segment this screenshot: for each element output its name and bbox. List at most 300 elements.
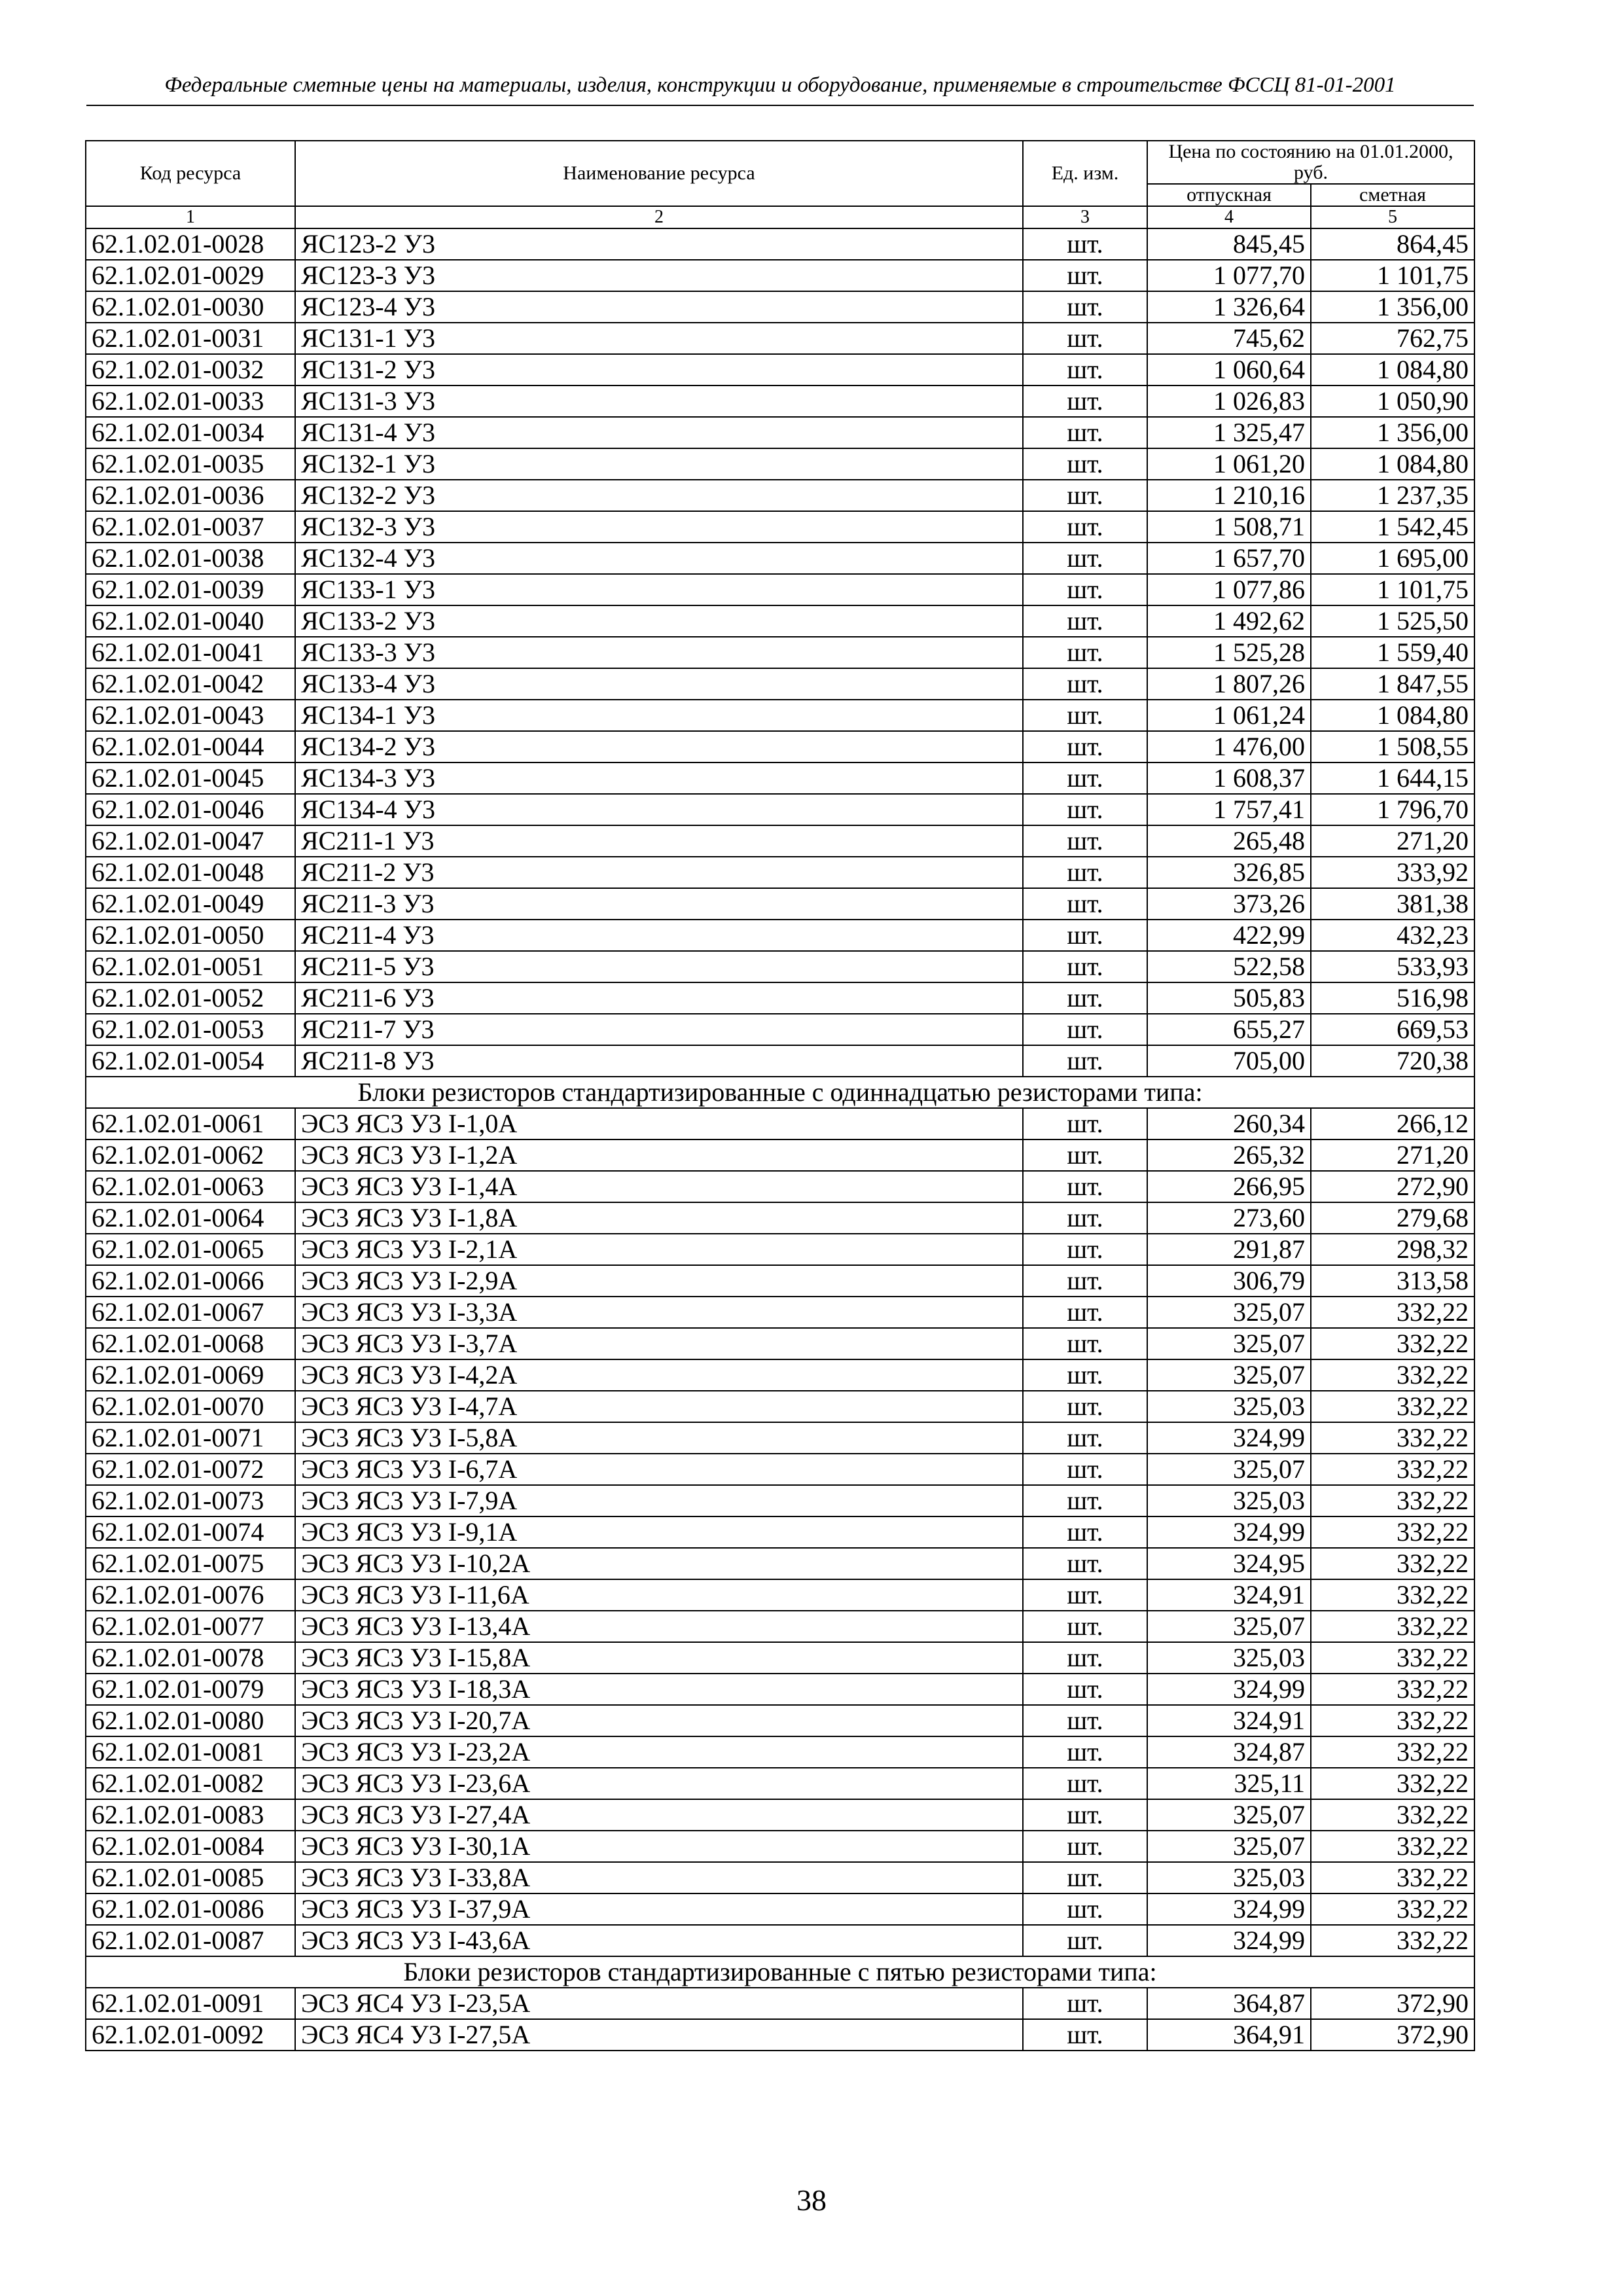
cell-release-price: 325,03: [1147, 1391, 1311, 1422]
col-header-code: Код ресурса: [86, 141, 295, 206]
cell-release-price: 373,26: [1147, 888, 1311, 920]
cell-release-price: 325,07: [1147, 1799, 1311, 1831]
cell-release-price: 325,07: [1147, 1831, 1311, 1862]
cell-estimate-price: 332,22: [1311, 1674, 1474, 1705]
cell-code: 62.1.02.01-0080: [86, 1705, 295, 1736]
table-row: [86, 857, 1474, 888]
cell-name: ЯС134-4 У3: [295, 794, 1023, 825]
table-row: [86, 543, 1474, 574]
cell-name: ЯС134-3 У3: [295, 762, 1023, 794]
cell-name: ЭС3 ЯС3 У3 I-37,9А: [295, 1893, 1023, 1925]
cell-estimate-price: 516,98: [1311, 982, 1474, 1014]
cell-code: 62.1.02.01-0078: [86, 1642, 295, 1674]
cell-unit: шт.: [1023, 1548, 1147, 1579]
cell-unit: шт.: [1023, 951, 1147, 982]
cell-name: ЭС3 ЯС3 У3 I-23,6А: [295, 1768, 1023, 1799]
cell-estimate-price: 332,22: [1311, 1642, 1474, 1674]
cell-code: 62.1.02.01-0076: [86, 1579, 295, 1611]
cell-unit: шт.: [1023, 291, 1147, 323]
cell-estimate-price: 332,22: [1311, 1359, 1474, 1391]
cell-code: 62.1.02.01-0028: [86, 228, 295, 260]
cell-name: ЯС211-8 У3: [295, 1045, 1023, 1077]
cell-estimate-price: 332,22: [1311, 1799, 1474, 1831]
cell-release-price: 1 657,70: [1147, 543, 1311, 574]
table-row: [86, 1893, 1474, 1925]
table-row: [86, 637, 1474, 668]
cell-estimate-price: 1 084,80: [1311, 700, 1474, 731]
cell-unit: шт.: [1023, 511, 1147, 543]
table-row: [86, 1705, 1474, 1736]
cell-release-price: 1 807,26: [1147, 668, 1311, 700]
cell-name: ЭС3 ЯС3 У3 I-11,6А: [295, 1579, 1023, 1611]
table-row: [86, 1862, 1474, 1893]
cell-release-price: 745,62: [1147, 323, 1311, 354]
cell-release-price: 1 326,64: [1147, 291, 1311, 323]
table-row: [86, 1045, 1474, 1077]
cell-code: 62.1.02.01-0039: [86, 574, 295, 605]
cell-unit: шт.: [1023, 888, 1147, 920]
table-row: [86, 825, 1474, 857]
table-row: [86, 228, 1474, 260]
table-row: [86, 574, 1474, 605]
cell-name: ЭС3 ЯС3 У3 I-1,2А: [295, 1139, 1023, 1171]
cell-code: 62.1.02.01-0091: [86, 1988, 295, 2019]
cell-name: ЭС3 ЯС3 У3 I-1,4А: [295, 1171, 1023, 1202]
cell-name: ЯС211-6 У3: [295, 982, 1023, 1014]
cell-release-price: 325,07: [1147, 1328, 1311, 1359]
cell-code: 62.1.02.01-0063: [86, 1171, 295, 1202]
table-row: [86, 511, 1474, 543]
table-row: [86, 386, 1474, 417]
cell-release-price: 1 210,16: [1147, 480, 1311, 511]
cell-estimate-price: 372,90: [1311, 1988, 1474, 2019]
table-row: [86, 700, 1474, 731]
cell-name: ЭС3 ЯС3 У3 I-5,8А: [295, 1422, 1023, 1454]
table-row: [86, 1234, 1474, 1265]
table-row: [86, 1579, 1474, 1611]
cell-name: ЯС134-2 У3: [295, 731, 1023, 762]
cell-estimate-price: 272,90: [1311, 1171, 1474, 1202]
table-row: [86, 354, 1474, 386]
cell-code: 62.1.02.01-0083: [86, 1799, 295, 1831]
cell-code: 62.1.02.01-0092: [86, 2019, 295, 2051]
cell-name: ЯС133-3 У3: [295, 637, 1023, 668]
cell-name: ЭС3 ЯС3 У3 I-20,7А: [295, 1705, 1023, 1736]
cell-release-price: 1 757,41: [1147, 794, 1311, 825]
cell-code: 62.1.02.01-0033: [86, 386, 295, 417]
cell-name: ЯС211-2 У3: [295, 857, 1023, 888]
table-row: [86, 888, 1474, 920]
cell-estimate-price: 332,22: [1311, 1925, 1474, 1956]
cell-unit: шт.: [1023, 448, 1147, 480]
table-row: [86, 1391, 1474, 1422]
cell-name: ЭС3 ЯС4 У3 I-27,5А: [295, 2019, 1023, 2051]
table-body: [86, 228, 1474, 2051]
table-row: [86, 1768, 1474, 1799]
cell-code: 62.1.02.01-0029: [86, 260, 295, 291]
cell-name: ЯС133-2 У3: [295, 605, 1023, 637]
cell-estimate-price: 1 356,00: [1311, 291, 1474, 323]
cell-estimate-price: 1 084,80: [1311, 448, 1474, 480]
cell-unit: шт.: [1023, 1642, 1147, 1674]
cell-name: ЯС211-4 У3: [295, 920, 1023, 951]
table-row: [86, 982, 1474, 1014]
cell-release-price: 1 077,86: [1147, 574, 1311, 605]
cell-code: 62.1.02.01-0038: [86, 543, 295, 574]
table-row: [86, 794, 1474, 825]
cell-estimate-price: 332,22: [1311, 1422, 1474, 1454]
cell-unit: шт.: [1023, 228, 1147, 260]
cell-unit: шт.: [1023, 637, 1147, 668]
cell-name: ЭС3 ЯС3 У3 I-1,8А: [295, 1202, 1023, 1234]
cell-estimate-price: 1 237,35: [1311, 480, 1474, 511]
col-header-estimate: сметная: [1311, 184, 1474, 206]
cell-code: 62.1.02.01-0042: [86, 668, 295, 700]
cell-name: ЯС132-2 У3: [295, 480, 1023, 511]
cell-code: 62.1.02.01-0052: [86, 982, 295, 1014]
cell-name: ЭС3 ЯС3 У3 I-18,3А: [295, 1674, 1023, 1705]
cell-code: 62.1.02.01-0032: [86, 354, 295, 386]
cell-code: 62.1.02.01-0061: [86, 1108, 295, 1139]
cell-estimate-price: 332,22: [1311, 1893, 1474, 1925]
cell-release-price: 306,79: [1147, 1265, 1311, 1297]
cell-code: 62.1.02.01-0053: [86, 1014, 295, 1045]
cell-code: 62.1.02.01-0079: [86, 1674, 295, 1705]
cell-unit: шт.: [1023, 1768, 1147, 1799]
table-row: [86, 1265, 1474, 1297]
cell-estimate-price: 332,22: [1311, 1768, 1474, 1799]
cell-name: ЯС133-4 У3: [295, 668, 1023, 700]
cell-unit: шт.: [1023, 1234, 1147, 1265]
cell-estimate-price: 762,75: [1311, 323, 1474, 354]
cell-unit: шт.: [1023, 1674, 1147, 1705]
cell-unit: шт.: [1023, 668, 1147, 700]
col-number: 5: [1311, 206, 1474, 228]
cell-estimate-price: 1 644,15: [1311, 762, 1474, 794]
cell-name: ЭС3 ЯС3 У3 I-33,8А: [295, 1862, 1023, 1893]
cell-release-price: 1 026,83: [1147, 386, 1311, 417]
cell-release-price: 324,95: [1147, 1548, 1311, 1579]
cell-unit: шт.: [1023, 574, 1147, 605]
table-row: [86, 1736, 1474, 1768]
cell-code: 62.1.02.01-0072: [86, 1454, 295, 1485]
cell-unit: шт.: [1023, 1139, 1147, 1171]
cell-code: 62.1.02.01-0065: [86, 1234, 295, 1265]
cell-code: 62.1.02.01-0084: [86, 1831, 295, 1862]
cell-estimate-price: 1 559,40: [1311, 637, 1474, 668]
cell-unit: шт.: [1023, 1108, 1147, 1139]
cell-name: ЯС123-3 У3: [295, 260, 1023, 291]
cell-unit: шт.: [1023, 543, 1147, 574]
cell-code: 62.1.02.01-0046: [86, 794, 295, 825]
cell-name: ЭС3 ЯС3 У3 I-10,2А: [295, 1548, 1023, 1579]
cell-code: 62.1.02.01-0074: [86, 1516, 295, 1548]
cell-unit: шт.: [1023, 1799, 1147, 1831]
cell-unit: шт.: [1023, 731, 1147, 762]
cell-code: 62.1.02.01-0066: [86, 1265, 295, 1297]
col-number: 2: [295, 206, 1023, 228]
cell-unit: шт.: [1023, 1516, 1147, 1548]
cell-unit: шт.: [1023, 354, 1147, 386]
section-title: Блоки резисторов стандартизированные с одиннадцатью резисторами типа:: [86, 1077, 1474, 1108]
table-row: [86, 1014, 1474, 1045]
table-row: [86, 1297, 1474, 1328]
cell-release-price: 265,48: [1147, 825, 1311, 857]
cell-unit: шт.: [1023, 1422, 1147, 1454]
cell-name: ЭС3 ЯС3 У3 I-1,0А: [295, 1108, 1023, 1139]
cell-unit: шт.: [1023, 260, 1147, 291]
cell-code: 62.1.02.01-0082: [86, 1768, 295, 1799]
cell-code: 62.1.02.01-0064: [86, 1202, 295, 1234]
cell-estimate-price: 332,22: [1311, 1548, 1474, 1579]
cell-release-price: 325,07: [1147, 1359, 1311, 1391]
cell-code: 62.1.02.01-0073: [86, 1485, 295, 1516]
col-header-name: Наименование ресурса: [295, 141, 1023, 206]
cell-estimate-price: 1 695,00: [1311, 543, 1474, 574]
cell-code: 62.1.02.01-0087: [86, 1925, 295, 1956]
table-row: [86, 731, 1474, 762]
cell-unit: шт.: [1023, 386, 1147, 417]
table-row: [86, 1831, 1474, 1862]
cell-unit: шт.: [1023, 857, 1147, 888]
cell-release-price: 324,91: [1147, 1705, 1311, 1736]
cell-unit: шт.: [1023, 1485, 1147, 1516]
cell-code: 62.1.02.01-0067: [86, 1297, 295, 1328]
cell-estimate-price: 864,45: [1311, 228, 1474, 260]
cell-code: 62.1.02.01-0086: [86, 1893, 295, 1925]
cell-unit: шт.: [1023, 825, 1147, 857]
cell-estimate-price: 1 101,75: [1311, 574, 1474, 605]
table-row: [86, 480, 1474, 511]
cell-estimate-price: 332,22: [1311, 1391, 1474, 1422]
table-row: [86, 1202, 1474, 1234]
cell-release-price: 325,11: [1147, 1768, 1311, 1799]
cell-code: 62.1.02.01-0048: [86, 857, 295, 888]
table-row: [86, 1454, 1474, 1485]
cell-unit: шт.: [1023, 417, 1147, 448]
cell-estimate-price: 332,22: [1311, 1736, 1474, 1768]
cell-release-price: 265,32: [1147, 1139, 1311, 1171]
cell-estimate-price: 372,90: [1311, 2019, 1474, 2051]
cell-name: ЯС211-7 У3: [295, 1014, 1023, 1045]
cell-release-price: 655,27: [1147, 1014, 1311, 1045]
cell-release-price: 325,03: [1147, 1642, 1311, 1674]
cell-estimate-price: 533,93: [1311, 951, 1474, 982]
cell-release-price: 364,91: [1147, 2019, 1311, 2051]
cell-code: 62.1.02.01-0047: [86, 825, 295, 857]
cell-unit: шт.: [1023, 1831, 1147, 1862]
cell-unit: шт.: [1023, 794, 1147, 825]
cell-estimate-price: 720,38: [1311, 1045, 1474, 1077]
cell-name: ЭС3 ЯС3 У3 I-13,4А: [295, 1611, 1023, 1642]
cell-name: ЯС132-3 У3: [295, 511, 1023, 543]
cell-name: ЯС211-3 У3: [295, 888, 1023, 920]
col-header-release: отпускная: [1147, 184, 1311, 206]
cell-release-price: 326,85: [1147, 857, 1311, 888]
page-header: Федеральные сметные цены на материалы, изделия, конструкции и оборудование, применяемые в строительстве ФССЦ 81-01-2001: [164, 73, 1396, 97]
cell-release-price: 324,87: [1147, 1736, 1311, 1768]
cell-estimate-price: 669,53: [1311, 1014, 1474, 1045]
cell-estimate-price: 313,58: [1311, 1265, 1474, 1297]
cell-estimate-price: 279,68: [1311, 1202, 1474, 1234]
cell-name: ЯС131-4 У3: [295, 417, 1023, 448]
cell-estimate-price: 1 356,00: [1311, 417, 1474, 448]
cell-release-price: 266,95: [1147, 1171, 1311, 1202]
cell-release-price: 845,45: [1147, 228, 1311, 260]
cell-name: ЭС3 ЯС4 У3 I-23,5А: [295, 1988, 1023, 2019]
cell-name: ЭС3 ЯС3 У3 I-7,9А: [295, 1485, 1023, 1516]
cell-unit: шт.: [1023, 700, 1147, 731]
cell-name: ЭС3 ЯС3 У3 I-9,1А: [295, 1516, 1023, 1548]
cell-release-price: 1 508,71: [1147, 511, 1311, 543]
cell-unit: шт.: [1023, 1359, 1147, 1391]
cell-name: ЭС3 ЯС3 У3 I-4,2А: [295, 1359, 1023, 1391]
cell-estimate-price: 271,20: [1311, 1139, 1474, 1171]
cell-code: 62.1.02.01-0040: [86, 605, 295, 637]
header-rule: [86, 105, 1474, 106]
cell-release-price: 1 476,00: [1147, 731, 1311, 762]
cell-unit: шт.: [1023, 480, 1147, 511]
cell-name: ЭС3 ЯС3 У3 I-27,4А: [295, 1799, 1023, 1831]
cell-code: 62.1.02.01-0034: [86, 417, 295, 448]
cell-code: 62.1.02.01-0085: [86, 1862, 295, 1893]
cell-code: 62.1.02.01-0030: [86, 291, 295, 323]
cell-name: ЭС3 ЯС3 У3 I-2,9А: [295, 1265, 1023, 1297]
cell-release-price: 1 492,62: [1147, 605, 1311, 637]
table-row: [86, 1988, 1474, 2019]
cell-name: ЯС211-5 У3: [295, 951, 1023, 982]
cell-name: ЭС3 ЯС3 У3 I-6,7А: [295, 1454, 1023, 1485]
cell-estimate-price: 1 542,45: [1311, 511, 1474, 543]
cell-code: 62.1.02.01-0045: [86, 762, 295, 794]
cell-release-price: 325,07: [1147, 1611, 1311, 1642]
table-row: [86, 1642, 1474, 1674]
cell-unit: шт.: [1023, 605, 1147, 637]
cell-estimate-price: 1 508,55: [1311, 731, 1474, 762]
cell-name: ЭС3 ЯС3 У3 I-3,3А: [295, 1297, 1023, 1328]
cell-code: 62.1.02.01-0031: [86, 323, 295, 354]
cell-code: 62.1.02.01-0069: [86, 1359, 295, 1391]
cell-code: 62.1.02.01-0041: [86, 637, 295, 668]
cell-unit: шт.: [1023, 1265, 1147, 1297]
cell-estimate-price: 332,22: [1311, 1454, 1474, 1485]
cell-code: 62.1.02.01-0054: [86, 1045, 295, 1077]
cell-code: 62.1.02.01-0062: [86, 1139, 295, 1171]
cell-estimate-price: 1 084,80: [1311, 354, 1474, 386]
cell-release-price: 325,07: [1147, 1297, 1311, 1328]
table-row: [86, 1108, 1474, 1139]
cell-name: ЭС3 ЯС3 У3 I-2,1А: [295, 1234, 1023, 1265]
page-number: 38: [796, 2183, 827, 2217]
cell-release-price: 1 060,64: [1147, 354, 1311, 386]
cell-name: ЯС132-1 У3: [295, 448, 1023, 480]
section-row: [86, 1077, 1474, 1108]
cell-name: ЯС131-3 У3: [295, 386, 1023, 417]
cell-unit: шт.: [1023, 1202, 1147, 1234]
cell-estimate-price: 432,23: [1311, 920, 1474, 951]
cell-estimate-price: 332,22: [1311, 1611, 1474, 1642]
table-row: [86, 605, 1474, 637]
table-row: [86, 762, 1474, 794]
table-row: [86, 1359, 1474, 1391]
cell-unit: шт.: [1023, 1893, 1147, 1925]
table-row: [86, 1422, 1474, 1454]
cell-name: ЭС3 ЯС3 У3 I-3,7А: [295, 1328, 1023, 1359]
cell-name: ЯС123-2 У3: [295, 228, 1023, 260]
cell-unit: шт.: [1023, 1579, 1147, 1611]
table-row: [86, 1548, 1474, 1579]
cell-estimate-price: 1 101,75: [1311, 260, 1474, 291]
table-row: [86, 417, 1474, 448]
table-row: [86, 1139, 1474, 1171]
table-row: [86, 951, 1474, 982]
cell-release-price: 324,99: [1147, 1422, 1311, 1454]
cell-estimate-price: 332,22: [1311, 1705, 1474, 1736]
section-title: Блоки резисторов стандартизированные с пятью резисторами типа:: [86, 1956, 1474, 1988]
cell-code: 62.1.02.01-0035: [86, 448, 295, 480]
cell-name: ЯС132-4 У3: [295, 543, 1023, 574]
cell-release-price: 324,99: [1147, 1516, 1311, 1548]
cell-estimate-price: 1 796,70: [1311, 794, 1474, 825]
table-row: [86, 1171, 1474, 1202]
table-row: [86, 1485, 1474, 1516]
cell-name: ЯС134-1 У3: [295, 700, 1023, 731]
cell-code: 62.1.02.01-0068: [86, 1328, 295, 1359]
cell-code: 62.1.02.01-0077: [86, 1611, 295, 1642]
cell-release-price: 1 061,20: [1147, 448, 1311, 480]
cell-release-price: 291,87: [1147, 1234, 1311, 1265]
cell-estimate-price: 1 847,55: [1311, 668, 1474, 700]
price-table: [85, 140, 1475, 2051]
cell-code: 62.1.02.01-0081: [86, 1736, 295, 1768]
cell-release-price: 325,03: [1147, 1485, 1311, 1516]
cell-estimate-price: 332,22: [1311, 1297, 1474, 1328]
col-number: 3: [1023, 206, 1147, 228]
table-row: [86, 1674, 1474, 1705]
table-row: [86, 260, 1474, 291]
cell-release-price: 324,99: [1147, 1674, 1311, 1705]
cell-unit: шт.: [1023, 1014, 1147, 1045]
cell-release-price: 273,60: [1147, 1202, 1311, 1234]
cell-estimate-price: 266,12: [1311, 1108, 1474, 1139]
cell-release-price: 324,91: [1147, 1579, 1311, 1611]
cell-unit: шт.: [1023, 323, 1147, 354]
col-number: 4: [1147, 206, 1311, 228]
table-row: [86, 448, 1474, 480]
cell-estimate-price: 332,22: [1311, 1862, 1474, 1893]
cell-release-price: 1 061,24: [1147, 700, 1311, 731]
table-row: [86, 291, 1474, 323]
cell-code: 62.1.02.01-0050: [86, 920, 295, 951]
section-row: [86, 1956, 1474, 1988]
cell-release-price: 1 525,28: [1147, 637, 1311, 668]
cell-unit: шт.: [1023, 1328, 1147, 1359]
table-row: [86, 920, 1474, 951]
cell-release-price: 260,34: [1147, 1108, 1311, 1139]
cell-release-price: 1 325,47: [1147, 417, 1311, 448]
cell-release-price: 505,83: [1147, 982, 1311, 1014]
cell-release-price: 325,07: [1147, 1454, 1311, 1485]
cell-unit: шт.: [1023, 762, 1147, 794]
cell-unit: шт.: [1023, 982, 1147, 1014]
cell-unit: шт.: [1023, 1391, 1147, 1422]
cell-estimate-price: 333,92: [1311, 857, 1474, 888]
cell-code: 62.1.02.01-0036: [86, 480, 295, 511]
cell-release-price: 522,58: [1147, 951, 1311, 982]
cell-unit: шт.: [1023, 1705, 1147, 1736]
cell-name: ЯС131-1 У3: [295, 323, 1023, 354]
cell-release-price: 705,00: [1147, 1045, 1311, 1077]
